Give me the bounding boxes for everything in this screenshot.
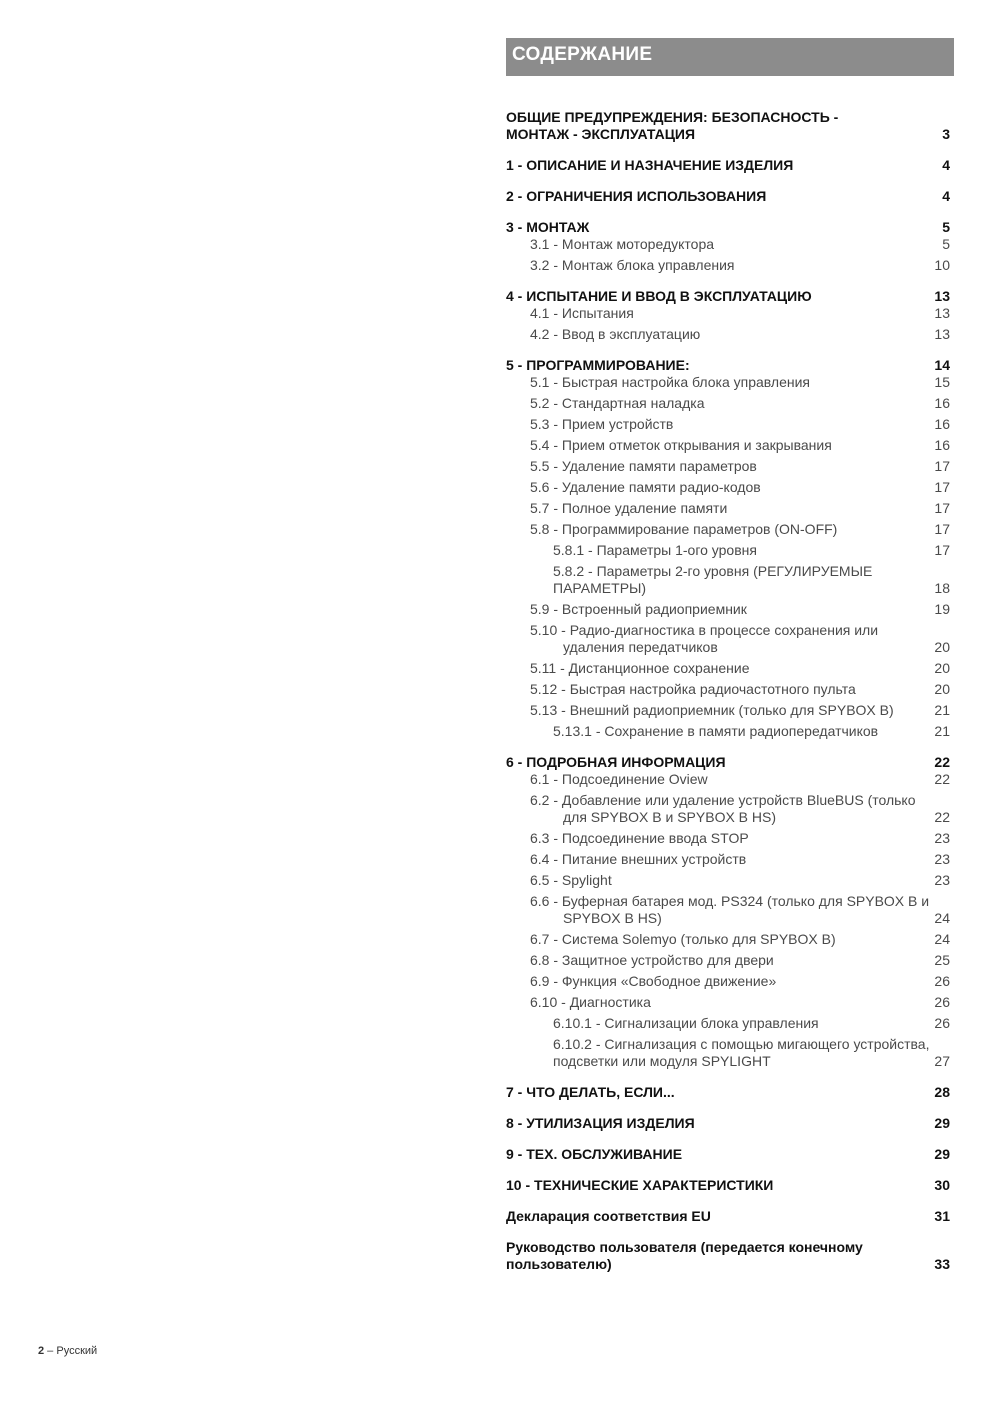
toc-entry-page: 22 [934, 771, 950, 787]
toc-entry[interactable] [506, 395, 950, 412]
toc-entry[interactable] [506, 437, 950, 454]
toc-entry-title: 5.10 - Радио-диагностика в процессе сохранения или удаления передатчиков [530, 622, 879, 655]
toc-entry-page: 16 [934, 395, 950, 411]
toc-entry[interactable] [506, 1115, 950, 1132]
page-footer [38, 1345, 97, 1357]
toc-entry-title: 4.1 - Испытания [530, 305, 634, 321]
footer-separator: – [44, 1345, 57, 1357]
toc-entry-title: 5 - ПРОГРАММИРОВАНИЕ: [506, 357, 690, 373]
toc-entry-page: 24 [934, 910, 950, 926]
toc-entry-page: 17 [934, 500, 950, 516]
toc-entry-page: 29 [934, 1115, 950, 1131]
toc-entry[interactable] [506, 931, 950, 948]
toc-entry-title: 3.1 - Монтаж моторедуктора [530, 236, 715, 252]
toc-entry-page: 29 [934, 1146, 950, 1162]
toc-entry-page: 26 [934, 1015, 950, 1031]
toc-entry-title: ОБЩИЕ ПРЕДУПРЕЖДЕНИЯ: БЕЗОПАСНОСТЬ - МОНТАЖ - ЭКСПЛУАТАЦИЯ [506, 109, 839, 142]
toc-entry[interactable] [506, 479, 950, 496]
toc-entry-page: 20 [934, 681, 950, 697]
toc-entry-title: 5.4 - Прием отметок открывания и закрывания [530, 437, 832, 453]
toc-entry-page: 17 [934, 542, 950, 558]
toc-entry-title: 5.8.2 - Параметры 2-го уровня (РЕГУЛИРУЕМЫЕ ПАРАМЕТРЫ) [553, 563, 873, 596]
toc-entry-page: 13 [934, 326, 950, 342]
toc-entry[interactable] [506, 973, 950, 990]
toc-entry-page: 30 [934, 1177, 950, 1193]
toc-entry[interactable] [506, 754, 950, 771]
toc-entry-title: 5.1 - Быстрая настройка блока управления [530, 374, 811, 390]
toc-entry-title: 6.7 - Система Solemyo (только для SPYBOX B) [530, 931, 836, 947]
toc-entry-title: 5.12 - Быстрая настройка радиочастотного пульта [530, 681, 856, 697]
toc-entry-page: 26 [934, 994, 950, 1010]
toc-entry[interactable] [506, 872, 950, 889]
toc-entry-title: 5.8.1 - Параметры 1-ого уровня [553, 542, 757, 558]
toc-entry-title: 4 - ИСПЫТАНИЕ И ВВОД В ЭКСПЛУАТАЦИЮ [506, 288, 812, 304]
toc-entry-title: 6.3 - Подсоединение ввода STOP [530, 830, 749, 846]
toc-entry[interactable] [506, 851, 950, 868]
toc-entry[interactable] [506, 702, 950, 719]
toc-entry-title: 6.6 - Буферная батарея мод. PS324 (только для SPYBOX B и SPYBOX B HS) [530, 893, 930, 926]
toc-entry[interactable] [506, 893, 950, 927]
toc-entry-title: 5.11 - Дистанционное сохранение [530, 660, 750, 676]
toc-entry[interactable] [506, 601, 950, 618]
toc-entry-title: Руководство пользователя (передается конечному пользователю) [506, 1239, 863, 1272]
toc-entry[interactable] [506, 681, 950, 698]
toc-entry-title: 6 - ПОДРОБНАЯ ИНФОРМАЦИЯ [506, 754, 726, 770]
toc-entry[interactable] [506, 771, 950, 788]
toc-entry-page: 5 [942, 219, 950, 235]
toc-entry[interactable] [506, 219, 950, 236]
toc-entry-page: 28 [934, 1084, 950, 1100]
toc-entry-title: 6.8 - Защитное устройство для двери [530, 952, 774, 968]
toc-entry-page: 13 [934, 288, 950, 304]
toc-entry-page: 10 [934, 257, 950, 273]
toc-entry-title: 5.2 - Стандартная наладка [530, 395, 705, 411]
toc-entry-page: 25 [934, 952, 950, 968]
toc-entry-title: 6.10.1 - Сигнализации блока управления [553, 1015, 819, 1031]
toc-entry-title: 6.10.2 - Сигнализация с помощью мигающего устройства, подсветки или модуля SPYLIGHT [553, 1036, 930, 1069]
toc-entry-title: 10 - ТЕХНИЧЕСКИЕ ХАРАКТЕРИСТИКИ [506, 1177, 774, 1193]
table-of-contents [506, 109, 950, 1273]
toc-entry[interactable] [506, 521, 950, 538]
toc-entry-title: 1 - ОПИСАНИЕ И НАЗНАЧЕНИЕ ИЗДЕЛИЯ [506, 157, 794, 173]
toc-entry-title: 5.7 - Полное удаление памяти [530, 500, 728, 516]
toc-entry-page: 23 [934, 851, 950, 867]
toc-entry-page: 17 [934, 458, 950, 474]
toc-entry[interactable] [506, 458, 950, 475]
toc-entry[interactable] [506, 236, 950, 253]
toc-entry[interactable] [506, 542, 950, 559]
toc-entry[interactable] [506, 622, 950, 656]
toc-entry-page: 19 [934, 601, 950, 617]
toc-entry-page: 21 [934, 723, 950, 739]
toc-entry-title: 6.1 - Подсоединение Oview [530, 771, 708, 787]
toc-entry-title: 4.2 - Ввод в эксплуатацию [530, 326, 701, 342]
toc-entry-title: 6.2 - Добавление или удаление устройств BlueBUS (только для SPYBOX B и SPYBOX B HS) [530, 792, 916, 825]
toc-entry-page: 27 [934, 1053, 950, 1069]
toc-entry[interactable] [506, 1015, 950, 1032]
toc-entry[interactable] [506, 1036, 950, 1070]
page-number: 2 [38, 1345, 45, 1357]
toc-entry[interactable] [506, 563, 950, 597]
toc-entry-title: Декларация соответствия EU [506, 1208, 711, 1224]
toc-entry-title: 9 - ТЕХ. ОБСЛУЖИВАНИЕ [506, 1146, 683, 1162]
toc-entry-title: 6.9 - Функция «Свободное движение» [530, 973, 777, 989]
toc-title: СОДЕРЖАНИЕ [512, 44, 653, 65]
toc-entry-title: 5.9 - Встроенный радиоприемник [530, 601, 747, 617]
toc-entry-page: 22 [934, 809, 950, 825]
toc-entry-page: 24 [934, 931, 950, 947]
toc-entry-title: 5.6 - Удаление памяти радио-кодов [530, 479, 761, 495]
toc-entry-page: 21 [934, 702, 950, 718]
toc-entry[interactable] [506, 109, 950, 143]
toc-entry[interactable] [506, 288, 950, 305]
toc-entry[interactable] [506, 1208, 950, 1225]
toc-entry-page: 26 [934, 973, 950, 989]
toc-entry[interactable] [506, 830, 950, 847]
toc-entry[interactable] [506, 1084, 950, 1101]
toc-header [506, 38, 954, 76]
toc-entry[interactable] [506, 157, 950, 174]
toc-entry-title: 5.13 - Внешний радиоприемник (только для SPYBOX B) [530, 702, 894, 718]
toc-entry-title: 5.13.1 - Сохранение в памяти радиопередатчиков [553, 723, 879, 739]
toc-entry[interactable] [506, 1239, 950, 1273]
toc-entry-title: 5.8 - Программирование параметров (ON-OFF) [530, 521, 838, 537]
toc-entry-page: 4 [942, 188, 950, 204]
toc-entry-title: 5.3 - Прием устройств [530, 416, 674, 432]
toc-entry[interactable] [506, 188, 950, 205]
toc-entry-page: 23 [934, 830, 950, 846]
toc-entry-page: 14 [934, 357, 950, 373]
toc-entry-title: 2 - ОГРАНИЧЕНИЯ ИСПОЛЬЗОВАНИЯ [506, 188, 767, 204]
toc-entry[interactable] [506, 1146, 950, 1163]
toc-entry-page: 20 [934, 639, 950, 655]
toc-entry-title: 3 - МОНТАЖ [506, 219, 590, 235]
toc-entry[interactable] [506, 326, 950, 343]
toc-entry-page: 16 [934, 437, 950, 453]
footer-language: Русский [56, 1345, 98, 1357]
toc-entry-page: 17 [934, 521, 950, 537]
toc-entry-title: 5.5 - Удаление памяти параметров [530, 458, 757, 474]
toc-entry-page: 4 [942, 157, 950, 173]
toc-entry[interactable] [506, 660, 950, 677]
toc-entry-page: 15 [934, 374, 950, 390]
toc-entry-page: 18 [934, 580, 950, 596]
toc-entry-page: 13 [934, 305, 950, 321]
toc-entry[interactable] [506, 723, 950, 740]
toc-entry[interactable] [506, 374, 950, 391]
toc-entry-page: 31 [934, 1208, 950, 1224]
toc-entry[interactable] [506, 257, 950, 274]
toc-entry[interactable] [506, 305, 950, 322]
toc-entry-page: 33 [934, 1256, 950, 1272]
toc-entry-title: 3.2 - Монтаж блока управления [530, 257, 735, 273]
toc-entry-page: 22 [934, 754, 950, 770]
toc-entry-page: 17 [934, 479, 950, 495]
toc-entry-page: 23 [934, 872, 950, 888]
toc-entry-title: 6.10 - Диагностика [530, 994, 651, 1010]
toc-entry-title: 6.4 - Питание внешних устройств [530, 851, 747, 867]
toc-entry[interactable] [506, 994, 950, 1011]
toc-entry[interactable] [506, 357, 950, 374]
toc-entry[interactable] [506, 500, 950, 517]
toc-entry[interactable] [506, 416, 950, 433]
toc-entry-title: 8 - УТИЛИЗАЦИЯ ИЗДЕЛИЯ [506, 1115, 695, 1131]
toc-entry-title: 6.5 - Spylight [530, 872, 612, 888]
toc-entry[interactable] [506, 952, 950, 969]
toc-entry-page: 16 [934, 416, 950, 432]
toc-entry-page: 20 [934, 660, 950, 676]
toc-entry[interactable] [506, 1177, 950, 1194]
toc-entry-page: 5 [942, 236, 950, 252]
toc-entry-page: 3 [942, 126, 950, 142]
toc-entry[interactable] [506, 792, 950, 826]
toc-entry-title: 7 - ЧТО ДЕЛАТЬ, ЕСЛИ... [506, 1084, 675, 1100]
